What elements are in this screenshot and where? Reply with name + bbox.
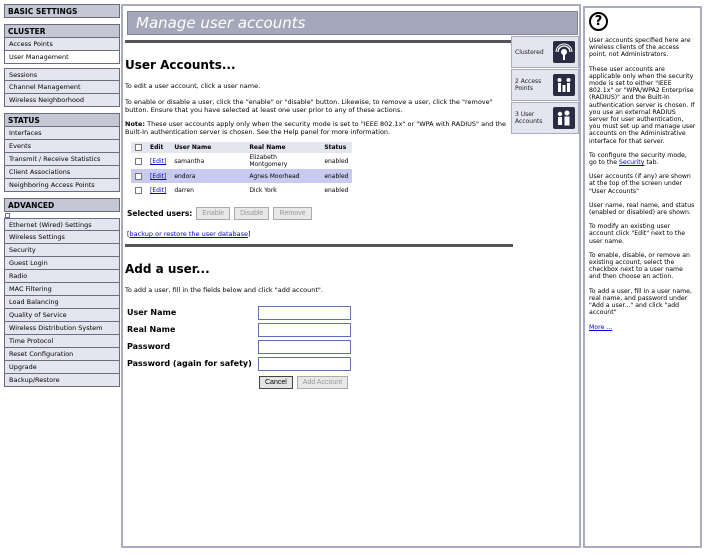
- tab-access-points-label: 2 Access Points: [515, 78, 542, 92]
- user-name-cell: darren: [174, 186, 194, 194]
- help-security-link[interactable]: Security: [618, 159, 645, 167]
- user-name-cell: endora: [170, 169, 245, 183]
- divider: [125, 244, 513, 247]
- divider: [125, 40, 513, 43]
- status-cell: enabled: [324, 186, 349, 194]
- section-status[interactable]: STATUS: [4, 113, 120, 127]
- help-more-row: [589, 324, 696, 331]
- user-name-input[interactable]: [258, 306, 351, 320]
- nav-wireless-settings[interactable]: Wireless Settings: [4, 231, 120, 244]
- section-cluster[interactable]: CLUSTER: [4, 24, 120, 38]
- nav-reset-configuration[interactable]: Reset Configuration: [4, 348, 120, 361]
- help-text: User accounts specified here are wireless clients of the access point, not Administrators.: [589, 37, 691, 59]
- status-cell: enabled: [320, 169, 352, 183]
- table-header-row: [131, 142, 352, 153]
- table-row: [131, 153, 352, 169]
- help-text: To enable, disable, or remove an existing account, select the checkbox next to a user name and then choose an action.: [589, 251, 690, 281]
- user-name-label: User Name: [127, 308, 177, 317]
- password-input[interactable]: [258, 340, 351, 354]
- edit-cell: [146, 183, 170, 197]
- help-text: User name, real name, and status (enabled or disabled) are shown.: [589, 201, 695, 217]
- note-paragraph: [125, 120, 513, 136]
- tab-clustered[interactable]: [511, 36, 579, 68]
- nav-client-associations[interactable]: Client Associations: [4, 166, 120, 179]
- column-header: Real Name: [245, 142, 320, 153]
- backup-restore-link[interactable]: backup or restore the user database: [129, 230, 248, 238]
- nav-interfaces[interactable]: Interfaces: [4, 127, 120, 140]
- edit-cell: [146, 169, 170, 183]
- tab-clustered-label: Clustered: [515, 48, 544, 56]
- edit-cell: [146, 153, 170, 169]
- content-area: [125, 36, 513, 389]
- add-user-buttons: [259, 376, 513, 389]
- access-points-icon: [553, 74, 575, 96]
- tab-user-accounts-label: 3 User Accounts: [515, 111, 543, 125]
- column-header: Status: [320, 142, 352, 153]
- row-checkbox[interactable]: [135, 173, 142, 180]
- edit-link[interactable]: [Edit]: [150, 157, 167, 165]
- help-text: To modify an existing user account click "Edit" next to the user name.: [589, 223, 686, 245]
- nav-mac-filtering[interactable]: MAC Filtering: [4, 283, 120, 296]
- selected-users-row: [127, 207, 513, 220]
- add-user-heading: Add a user...: [125, 262, 210, 276]
- nav-load-balancing[interactable]: Load Balancing: [4, 296, 120, 309]
- nav-ethernet-settings[interactable]: Ethernet (Wired) Settings: [4, 218, 120, 231]
- user-accounts-icon: [553, 107, 575, 129]
- password-again-row: [125, 355, 513, 372]
- password-row: [125, 338, 513, 355]
- enable-instructions: To enable or disable a user, click the "enable" or "disable" button. Likewise, to remove a user, click the "remove" button. Ensure that you have selected at least one user prior to any of these actions.: [125, 98, 493, 114]
- nav-events[interactable]: Events: [4, 140, 120, 153]
- section-basic-settings[interactable]: BASIC SETTINGS: [4, 4, 120, 18]
- nav-security[interactable]: Security: [4, 244, 120, 257]
- help-text: These user accounts are applicable only when the security mode is set to either "IEEE 802.1x" or "WPA/WPA2 Enterprise (RADIUS)" and the Built-In authentication server is chosen. If you use an external RADIUS server for user authentication, you must set up and manage user accounts on the Administrative interface for that server.: [589, 65, 696, 145]
- real-name-row: [125, 321, 513, 338]
- real-name-cell: Agnes Moorhead: [245, 169, 320, 183]
- help-text-part: To configure the security mode, go to the: [589, 151, 687, 167]
- note-label: Note:: [125, 120, 146, 128]
- user-name-row: [125, 304, 513, 321]
- real-name-cell: Elizabeth Montgomery: [249, 154, 288, 168]
- nav-quality-of-service[interactable]: Quality of Service: [4, 309, 120, 322]
- help-text-part: tab.: [644, 159, 659, 167]
- nav-transmit-receive[interactable]: Transmit / Receive Statistics: [4, 153, 120, 166]
- user-accounts-heading: User Accounts...: [125, 58, 236, 72]
- real-name-input[interactable]: [258, 323, 351, 337]
- backup-link-row: [127, 230, 513, 238]
- add-user-instructions: To add a user, fill in the fields below and click "add account".: [125, 286, 323, 294]
- cancel-button[interactable]: Cancel: [259, 376, 293, 389]
- nav-upgrade[interactable]: Upgrade: [4, 361, 120, 374]
- nav-channel-management[interactable]: Channel Management: [4, 81, 120, 94]
- help-text: [589, 152, 696, 166]
- password-again-label: Password (again for safety): [127, 359, 252, 368]
- table-row: [131, 169, 352, 183]
- edit-link[interactable]: [Edit]: [150, 172, 167, 180]
- nav-guest-login[interactable]: Guest Login: [4, 257, 120, 270]
- help-text: To add a user, fill in a user name, real name, and password under "Add a user..." and click "add account": [589, 287, 692, 317]
- page-title: Manage user accounts: [136, 14, 306, 32]
- row-checkbox-cell: [131, 153, 146, 169]
- table-row: [131, 183, 352, 197]
- nav-backup-restore[interactable]: Backup/Restore: [4, 374, 120, 387]
- nav-user-management[interactable]: User Management: [4, 51, 120, 64]
- select-all-cell: [131, 142, 146, 153]
- cluster-icon: [553, 41, 575, 63]
- nav-wds[interactable]: Wireless Distribution System: [4, 322, 120, 335]
- help-icon: ?: [589, 12, 608, 31]
- bracket-open: [: [127, 230, 130, 238]
- edit-instructions: To edit a user account, click a user name.: [125, 82, 261, 90]
- remove-button[interactable]: Remove: [273, 207, 311, 220]
- edit-link[interactable]: [Edit]: [150, 186, 167, 194]
- bracket-close: ]: [247, 230, 251, 238]
- section-advanced[interactable]: ADVANCED: [4, 198, 120, 212]
- row-checkbox-cell: [131, 183, 146, 197]
- tab-access-points[interactable]: [511, 69, 579, 101]
- help-more-link[interactable]: More ...: [589, 323, 613, 331]
- nav-time-protocol[interactable]: Time Protocol: [4, 335, 120, 348]
- help-panel: [583, 6, 702, 548]
- sidebar-nav: [4, 4, 120, 387]
- real-name-label: Real Name: [127, 325, 176, 334]
- nav-access-points[interactable]: Access Points: [4, 38, 120, 51]
- note-text: These user accounts apply only when the security mode is set to "IEEE 802.1x" or "WPA with RADIUS" and the Built-In authentication server is chosen. See the Help panel for more information.: [125, 120, 507, 136]
- column-header: User Name: [170, 142, 245, 153]
- help-text: User accounts (if any) are shown at the top of the screen under "User Accounts": [589, 173, 691, 195]
- title-bar: [127, 11, 578, 35]
- column-header: Edit: [146, 142, 170, 153]
- selected-users-label: Selected users:: [127, 209, 193, 218]
- nav-radio[interactable]: Radio: [4, 270, 120, 283]
- nav-sessions[interactable]: Sessions: [4, 68, 120, 81]
- status-cell: enabled: [324, 157, 349, 165]
- password-again-input[interactable]: [258, 357, 351, 371]
- row-checkbox[interactable]: [135, 158, 142, 165]
- cluster-tabs: [511, 36, 579, 135]
- user-accounts-table: [131, 142, 352, 197]
- disable-button[interactable]: Disable: [234, 207, 269, 220]
- row-checkbox[interactable]: [135, 187, 142, 194]
- password-label: Password: [127, 342, 171, 351]
- nav-wireless-neighborhood[interactable]: Wireless Neighborhood: [4, 94, 120, 107]
- select-all-checkbox[interactable]: [135, 144, 142, 151]
- nav-neighboring-aps[interactable]: Neighboring Access Points: [4, 179, 120, 192]
- real-name-cell: Dick York: [249, 186, 277, 194]
- enable-button[interactable]: Enable: [196, 207, 230, 220]
- main-panel: [121, 4, 581, 548]
- user-name-cell: samantha: [174, 157, 205, 165]
- row-checkbox-cell: [131, 169, 146, 183]
- add-account-button[interactable]: Add Account: [297, 376, 348, 389]
- tab-user-accounts[interactable]: [511, 102, 579, 134]
